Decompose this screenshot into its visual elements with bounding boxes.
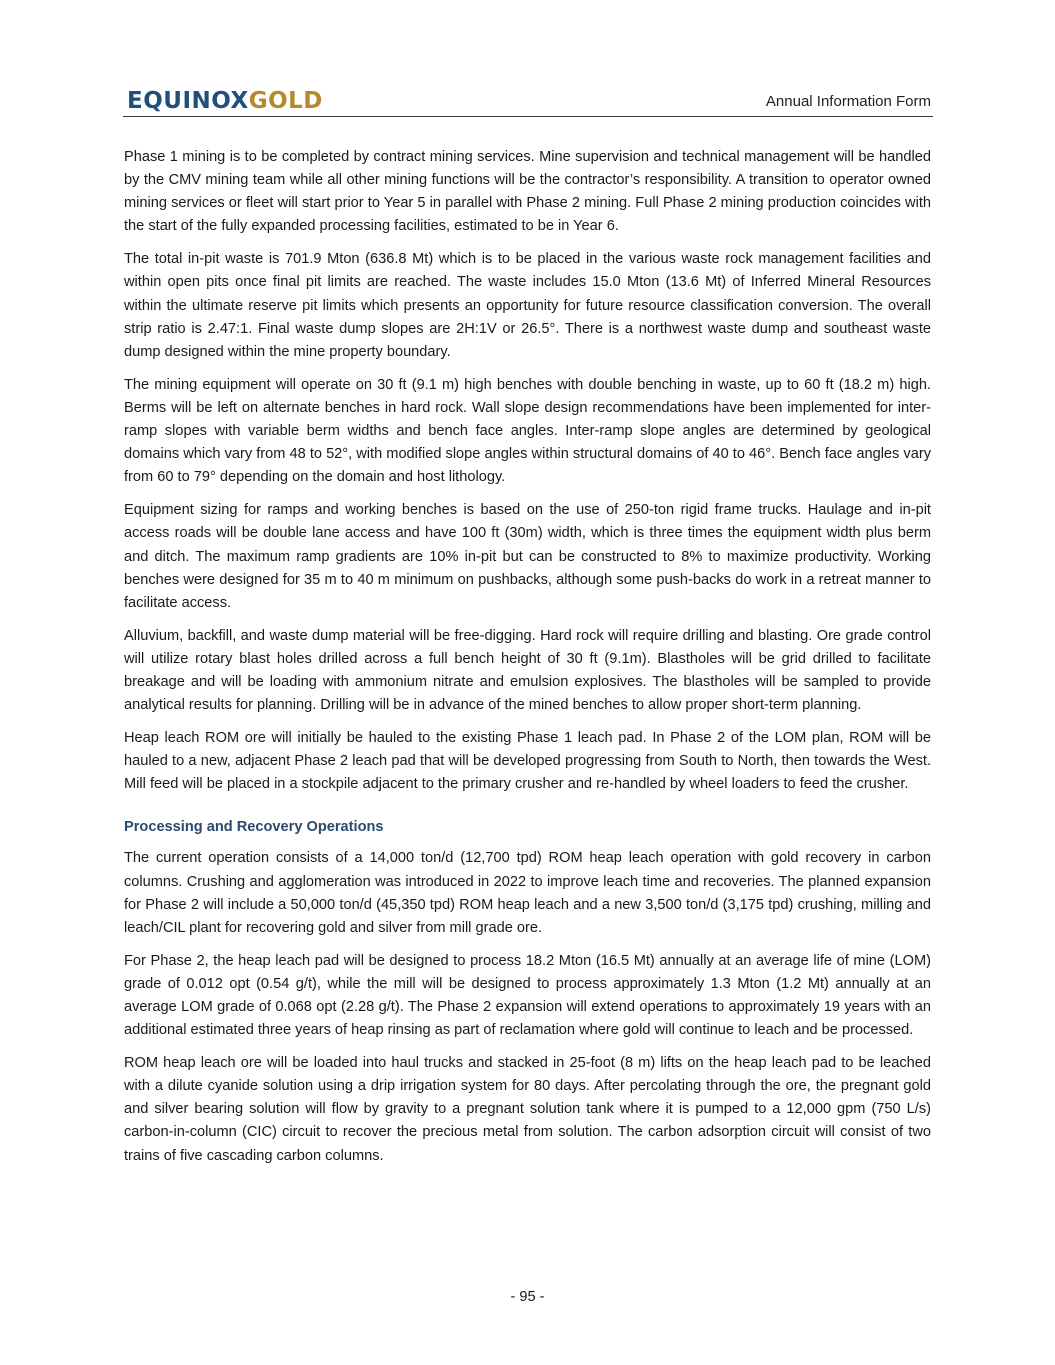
paragraph-phase2-design: For Phase 2, the heap leach pad will be designed to process 18.2 Mton (16.5 Mt) annually at an average life of mine (LOM) grade of 0.012 opt (0.54 g/t), while the mill will be designed to process approximately 1.3 Mton (1.2 Mt) annually at an average LOM grade of 0.068 opt (2.28 g/t). The Phase 2 expansion will extend operations to approximately 19 years with an additional estimated three years of heap rinsing as part of reclamation where gold will continue to leach and be processed.: [124, 952, 931, 1039]
paragraph-heap-leach-hauling: Heap leach ROM ore will initially be hauled to the existing Phase 1 leach pad. In Phase 2 of the LOM plan, ROM will be hauled to a new, adjacent Phase 2 leach pad that will be developed progressing from South to North, then towards the West. Mill feed will be placed in a stockpile adjacent to the primary crusher and re-handled by wheel loaders to feed the crusher.: [124, 730, 931, 793]
logo-text-gold: GOLD: [248, 88, 323, 114]
paragraph-benches: The mining equipment will operate on 30 ft (9.1 m) high benches with double benching in waste, up to 60 ft (18.2 m) high. Berms will be left on alternate benches in hard rock. Wall slope design recommendations have been implemented for inter-ramp slopes with variable berm widths and bench face angles. Inter-ramp slope angles are determined by geological domains which vary from 48 to 52°, with modified slope angles within structural domains of 40 to 46°. Bench face angles vary from 60 to 79° depending on the domain and host lithology.: [124, 376, 931, 486]
paragraph-current-operation: The current operation consists of a 14,000 ton/d (12,700 tpd) ROM heap leach operation with gold recovery in carbon columns. Crushing and agglomeration was introduced in 2022 to improve leach time and recoveries. The planned expansion for Phase 2 will include a 50,000 ton/d (45,350 tpd) ROM heap leach and a new 3,500 ton/d (3,175 tpd) crushing, milling and leach/CIL plant for recovering gold and silver from mill grade ore.: [124, 850, 931, 936]
logo-text-equinox: EQUINOX: [127, 88, 249, 114]
paragraph-waste: The total in-pit waste is 701.9 Mton (636.8 Mt) which is to be placed in the various waste rock management facilities and within open pits once final pit limits are reached. The waste includes 15.0 Mton (13.6 Mt) of Inferred Mineral Resources within the ultimate reserve pit limits which presents an opportunity for future resource classification conversion. The overall strip ratio is 2.47:1. Final waste dump slopes are 2H:1V or 26.5°. There is a northwest waste dump and southeast waste dump designed within the mine property boundary.: [124, 251, 931, 360]
page-body: [124, 146, 931, 1178]
paragraph-drilling-blasting: Alluvium, backfill, and waste dump material will be free-digging. Hard rock will require drilling and blasting. Ore grade control will utilize rotary blast holes drilled across a full bench height of 30 ft (9.1m). Blastholes will be grid drilled to facilitate breakage and will be loading with ammonium nitrate and emulsion explosives. The blastholes will be sampled to provide analytical results for planning. Drilling will be in advance of the mined benches to allow proper short-term planning.: [124, 627, 931, 714]
paragraph-equipment-sizing: Equipment sizing for ramps and working benches is based on the use of 250-ton rigid frame trucks. Haulage and in-pit access roads will be double lane access and have 100 ft (30m) width, which is three times the equipment width plus berm and ditch. The maximum ramp gradients are 10% in-pit but can be constructed to 8% to maximize productivity. Working benches were designed for 35 m to 40 m minimum on pushbacks, although some push-backs do work in a retreat manner to facilitate access.: [124, 502, 931, 611]
paragraph-rom-heap-leach: ROM heap leach ore will be loaded into haul trucks and stacked in 25-foot (8 m) lifts on the heap leach pad to be leached with a dilute cyanide solution using a drip irrigation system for 80 days. After percolating through the ore, the pregnant gold and silver bearing solution will flow by gravity to a pregnant solution tank where it is pumped to a 12,000 gpm (750 L/s) carbon-in-column (CIC) circuit to recover the precious metal from solution. The carbon adsorption circuit will consist of two trains of five cascading carbon columns.: [124, 1055, 931, 1164]
document-type-label: Annual Information Form: [765, 93, 931, 110]
section-heading-processing: Processing and Recovery Operations: [124, 819, 384, 836]
equinox-gold-logo: [127, 88, 323, 114]
page-number: - 95 -: [510, 1289, 545, 1305]
paragraph-mining-contract: Phase 1 mining is to be completed by contract mining services. Mine supervision and technical management will be handled by the CMV mining team while all other mining functions will be the contractor’s responsibility. A transition to operator owned mining services or fleet will start prior to Year 5 in parallel with Phase 2 mining. Full Phase 2 mining production coincides with the start of the fully expanded processing facilities, estimated to be in Year 6.: [124, 149, 931, 235]
page-header: [123, 88, 933, 117]
